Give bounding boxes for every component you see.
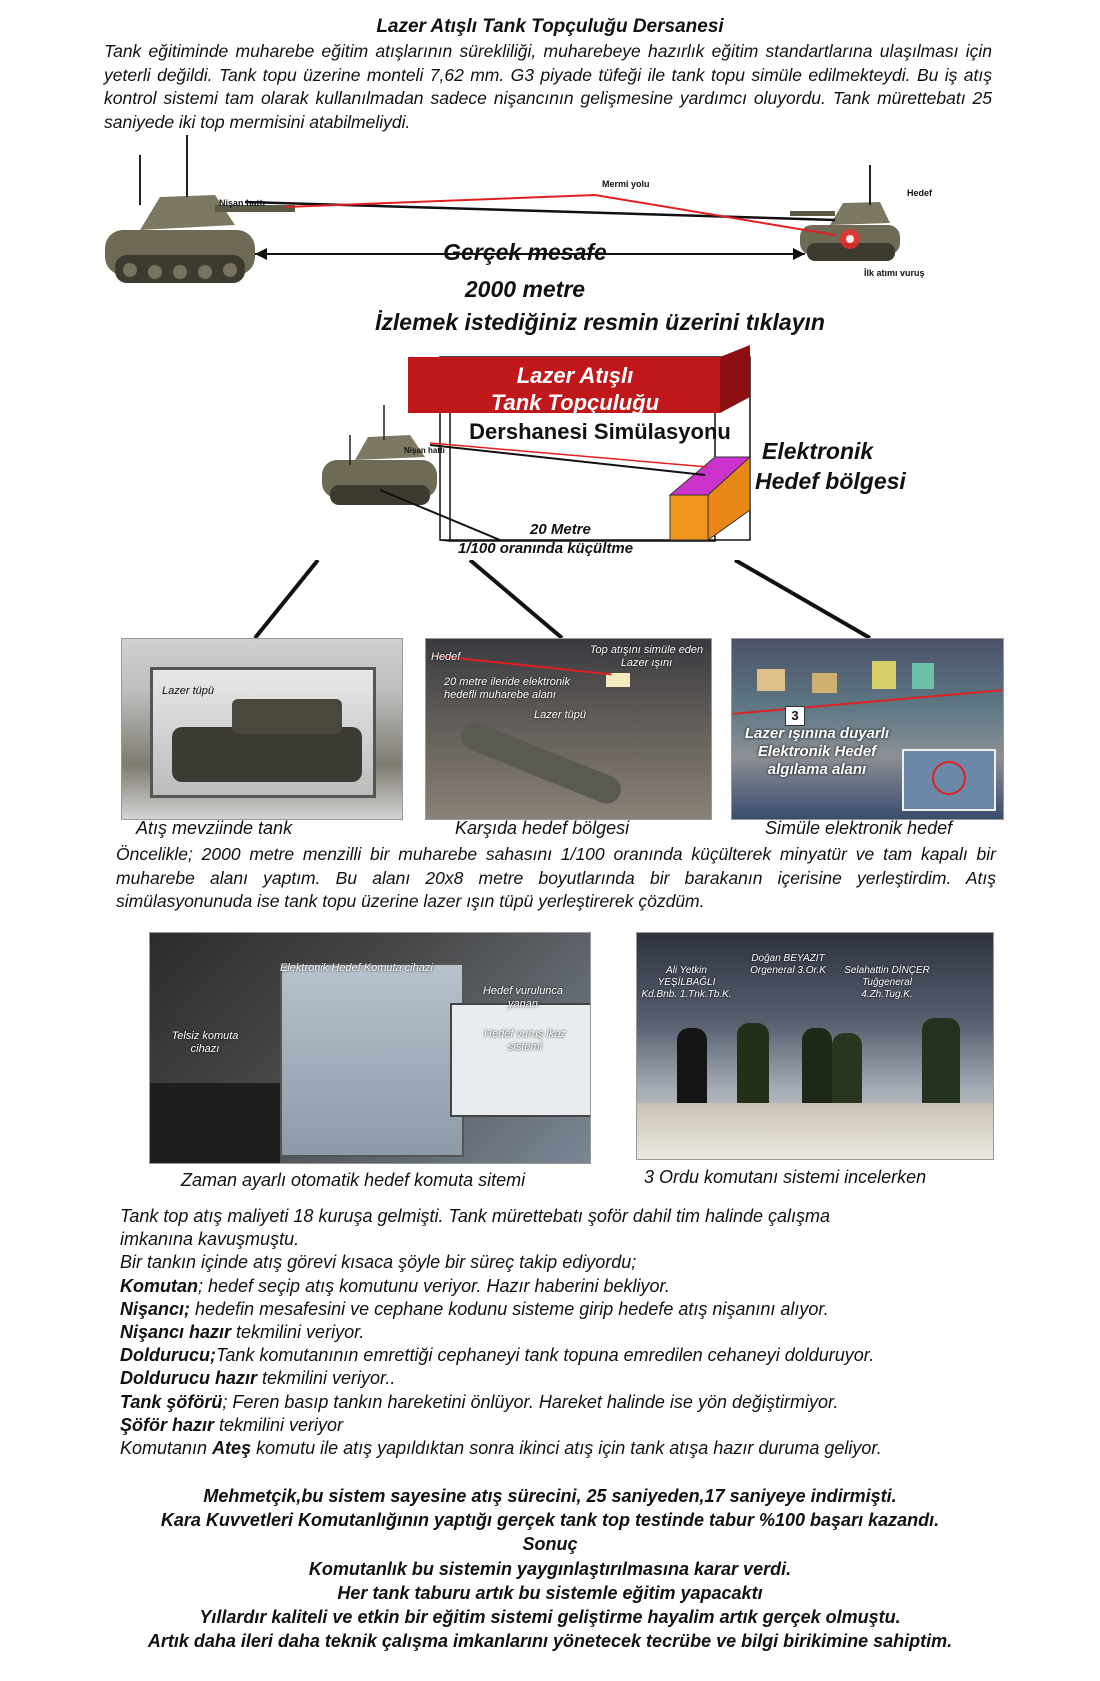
sensor-area-label: Lazer ışınına duyarlı Elektronik Hedef algılama alanı [744,725,890,778]
step-gunner-ready: Nişancı hazır tekmilini veriyor. [120,1322,365,1343]
closing-section [0,1484,1100,1653]
step-gunner: Nişancı; hedefin mesafesini ve cephane kodunu sisteme girip hedefe atış nişanını alıyor. [120,1298,829,1319]
tank-illustration-right [790,165,900,261]
step-commander: Komutan; hedef seçip atış komutunu veriyor. Hazır haberini bekliyor. [120,1275,670,1296]
closing-heading: Sonuç [522,1534,578,1555]
target-number: 3 [785,706,805,726]
hit-warning-label: Hedef vuruş ikaz sistemi [484,1028,566,1053]
officer-2-label: Doğan BEYAZIT Orgeneral 3.Or.K [750,953,826,976]
method-paragraph: Öncelikle; 2000 metre menzilli bir muharebe sahasını 1/100 oranında küçülterek minyatür ve tam kapalı bir muharebe alanı yaptım. Bu alanı 20x8 metre boyutlarında bir barakanın içerisine yerleştirdim. Atış simülasyonunuda ise tank topu üzerine lazer ışın tüpü yerleştirerek çözdüm. [116,844,996,911]
trajectory-label: Mermi yolu [602,179,650,189]
target-zone-title-2: Hedef bölgesi [755,468,906,494]
officer-1-label: Ali Yetkin YEŞİLBAĞLI Kd.Bnb. 1.Tnk.Tb.K. [641,965,732,1000]
process-intro: Bir tankın içinde atış görevi kısaca şöyle bir süreç takip ediyordu; [120,1252,637,1273]
caption-commanders: 3 Ordu komutanı sistemi incelerken [644,1167,927,1187]
closing-line: Komutanlık bu sistemin yaygınlaştırılmasına karar verdi. [308,1558,792,1579]
roof-title-line3: Dershanesi Simülasyonu [469,419,731,444]
caption-firing-position: Atış mevziinde tank [136,818,293,838]
caption-electronic-target: Simüle elektronik hedef [765,818,953,838]
closing-line: Her tank taburu artık bu sistemle eğitim yapacaktı [337,1582,763,1603]
radio-device-label: Telsiz komuta cihazı [171,1030,239,1055]
step-driver: Tank şöförü; Feren basıp tankın hareketini önlüyor. Hareket halinde ise yön değiştirmiyor. [120,1391,839,1412]
photo-electronic-target[interactable] [731,638,1004,820]
first-hit-label: İlk atımı vuruş [864,268,925,278]
step-loader-ready: Doldurucu hazır tekmilini veriyor.. [120,1368,396,1389]
photo-firing-position[interactable] [121,638,403,820]
step-loader: Doldurucu;Tank komutanının emrettiği cephaneyi tank topuna emredilen cehaneyi dolduruyor. [120,1345,875,1366]
sight-line-label: Nişan hattı [219,198,266,208]
laser-tube-label: Lazer tüpü [162,685,214,697]
officer-3-label: Selahattin DİNÇER Tuğgeneral 4.Zh.Tug.K. [844,965,930,1000]
laser-tube-label-2: Lazer tüpü [534,709,586,721]
length-label: 20 Metre [530,521,591,538]
laser-beam-label: Top atışını simüle eden Lazer ışını [589,644,704,669]
caption-target-area: Karşıda hedef bölgesi [455,818,630,838]
command-device-label: Elektronik Hedef Komuta cihazi [280,962,433,974]
click-prompt[interactable]: İzlemek istediğiniz resmin üzerini tıklayın [375,309,825,335]
intro-paragraph: Tank eğitiminde muharebe eğitim atışlarının sürekliliği, muharebeye hazırlık eğitim standartlarına ulaşılması için yeterli değildi. Tank topu üzerine monteli 7,62 mm. G3 piyade tüfeği ile tank topu simüle edilmekteydi. Bu iş atış kontrol sistemi tam olarak kullanılmadan sadece nişancının gelişmesine yardımcı oluyordu. Tank mürettebatı 25 saniyede iki top mermisini atabilmeliydi. [104,41,992,132]
tank-illustration-small [322,405,437,505]
sim-sight-line-label: Nişan hattı [404,446,445,455]
target-label-photo: Hedef [431,651,461,663]
target-zone-title-1: Elektronik [762,438,874,464]
caption-command-device: Zaman ayarlı otomatik hedef komuta sitemi [181,1170,526,1190]
distance-value: 2000 metre [464,276,586,302]
closing-line: Mehmetçik,bu sistem sayesine atış sürecini, 25 saniyeden,17 saniyeye indirmişti. [203,1486,897,1506]
target-zone-front [670,495,708,540]
distance-title: Gerçek mesafe [443,239,607,265]
roof-title-line2: Tank Topçuluğu [490,390,660,415]
photo-target-area[interactable] [425,638,712,820]
cost-line: Tank top atış maliyeti 18 kuruşa gelmişti. Tank mürettebatı şoför dahil tim halinde çalışma [120,1206,831,1226]
step-fire: Komutanın Ateş komutu ile atış yapıldıktan sonra ikinci atış için tank atışa hazır duruma geliyor. [120,1438,882,1459]
process-section [120,1205,1020,1460]
photo-command-device[interactable] [149,932,591,1164]
closing-line: Kara Kuvvetleri Komutanlığının yaptığı gerçek tank top testinde tabur %100 başarı kazandı. [160,1510,940,1531]
photo-commanders[interactable] [636,932,994,1160]
step-driver-ready: Şöför hazır tekmilini veriyor [120,1414,344,1435]
roof-title-line1: Lazer Atışlı [516,363,634,388]
target-label: Hedef [907,188,933,198]
hit-light-label: Hedef vurulunca yanan [482,985,564,1010]
scale-label: 1/100 oranında küçültme [458,540,634,557]
closing-line: Artık daha ileri daha teknik çalışma imkanlarını yönetecek tecrübe ve bilgi birikimine sahiptim. [147,1631,953,1652]
cost-line-2: imkanına kavuşmuştu. [120,1229,300,1250]
tank-illustration-left [105,135,295,283]
connector-lines [0,560,1100,640]
combat-area-label: 20 metre ileride elektronik hedefli muharebe alanı [444,676,570,701]
closing-line: Yıllardır kaliteli ve etkin bir eğitim sistemi geliştirme hayalim artık gerçek olmuştu. [199,1607,901,1628]
page-title: Lazer Atışlı Tank Topçuluğu Dersanesi [376,16,724,37]
